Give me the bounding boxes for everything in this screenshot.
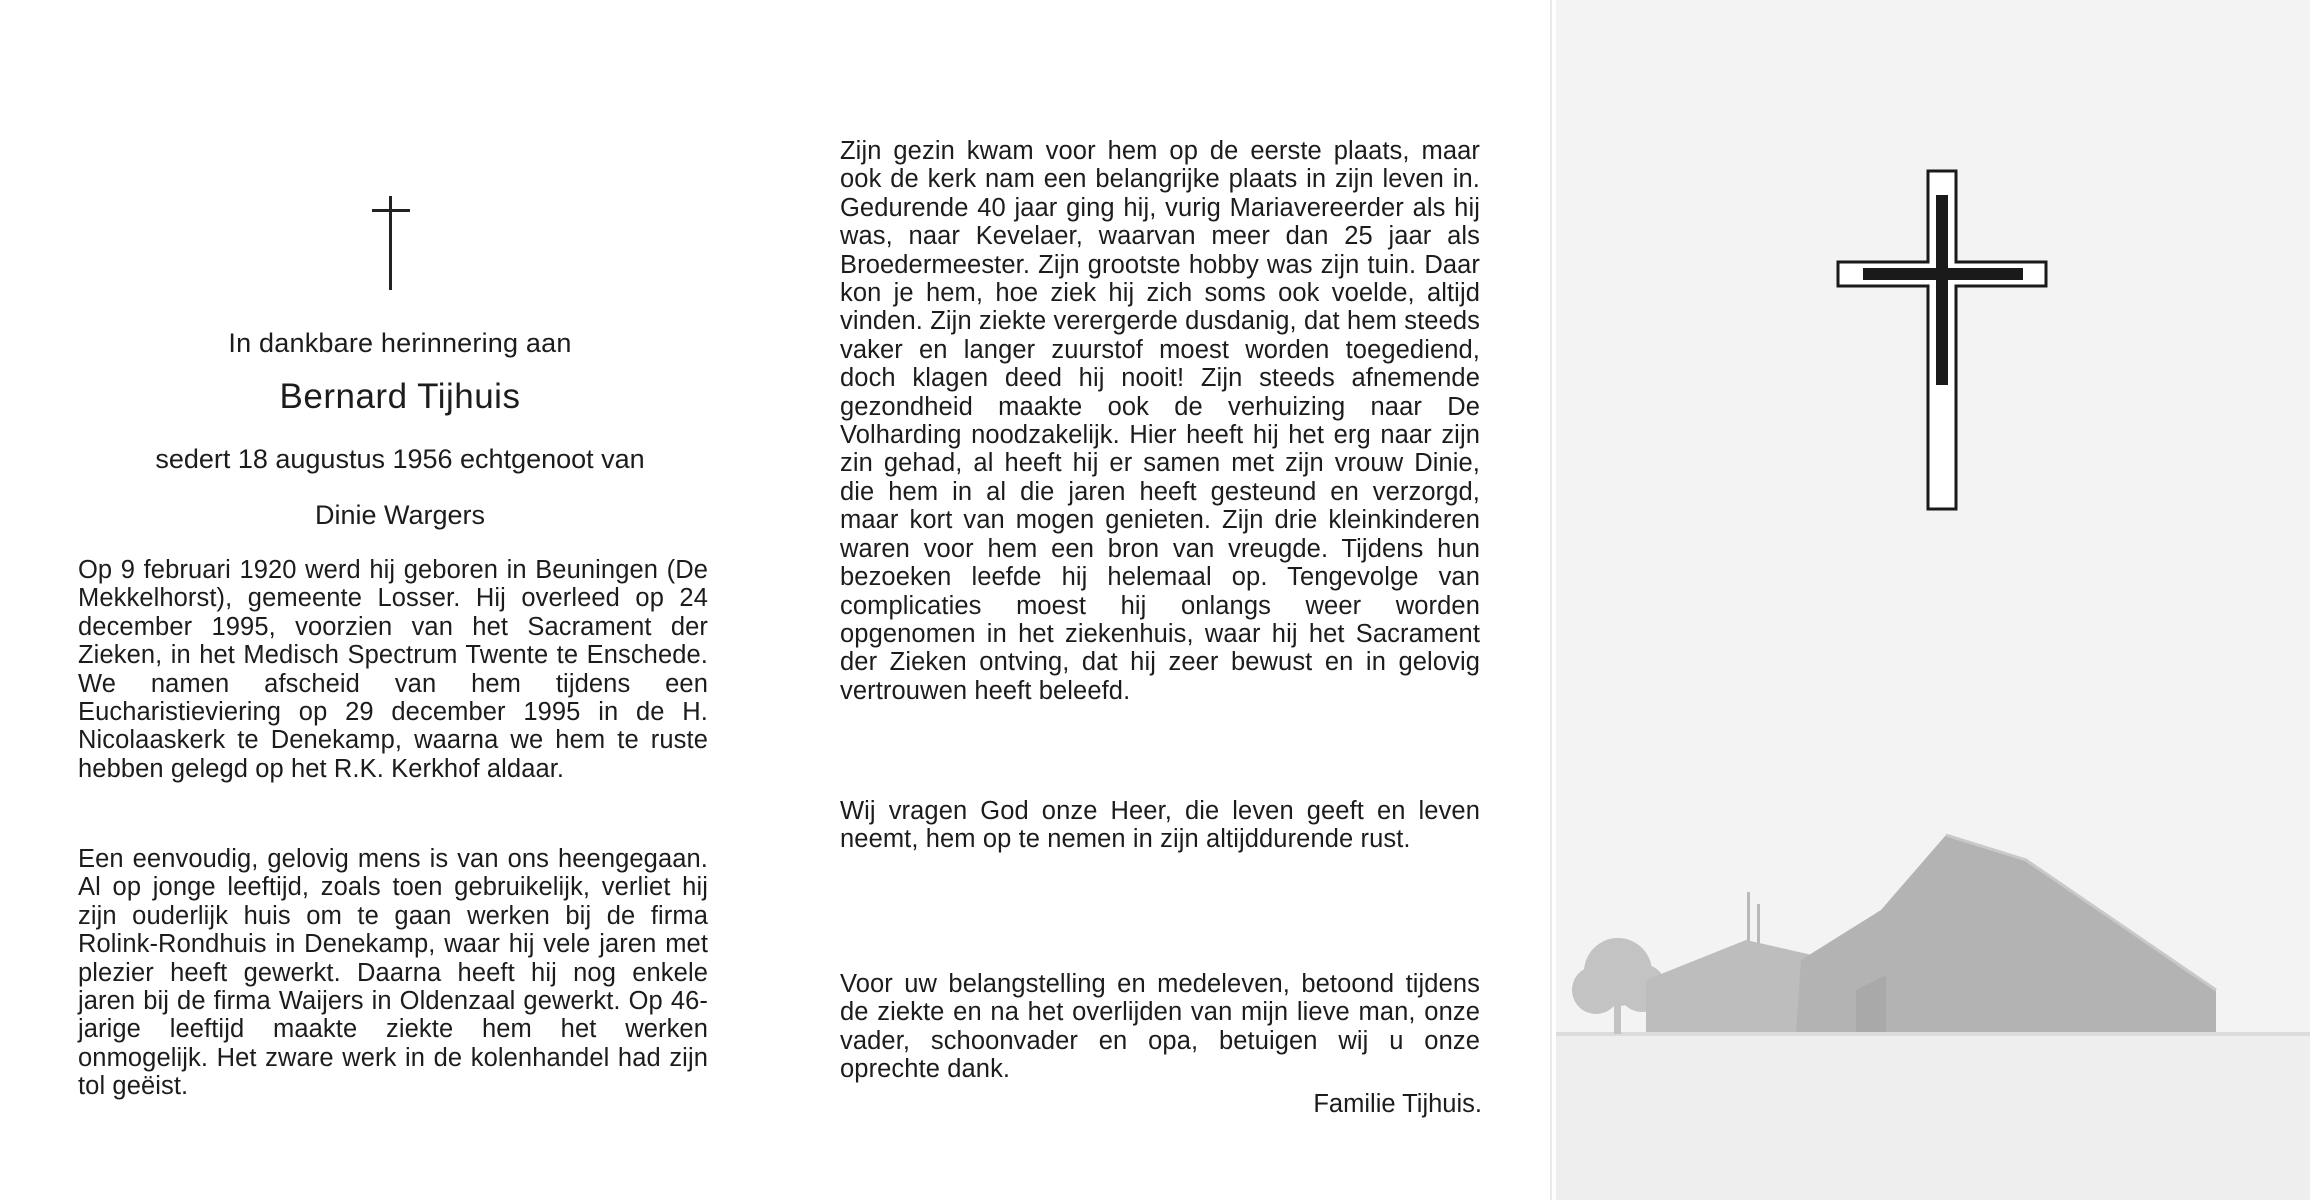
biography-paragraph: Op 9 februari 1920 werd hij geboren in Beuningen (De Mekkelhorst), gemeente Losser. Hij overleed op 24 december 1995, voorzien van het Sacrament der Zieken, in het Medisch Spectrum Twente te Enschede. We namen afscheid van hem tijdens een Eucharistieviering op 29 december 1995 in de H. Nicolaaskerk te Denekamp, waarna we hem te ruste hebben gelegd op het R.K. Kerkhof aldaar.: [78, 556, 708, 783]
farmhouse-landscape-illustration: [1556, 800, 2310, 1200]
family-signature: Familie Tijhuis.: [1313, 1090, 1482, 1118]
card-fold-line: [1550, 0, 1552, 1200]
marriage-line: sedert 18 augustus 1956 echtgenoot van: [155, 444, 645, 474]
spouse-name: Dinie Wargers: [314, 500, 486, 530]
family-life-paragraph: Zijn gezin kwam voor hem op de eerste plaats, maar ook de kerk nam een belangrijke plaats in zijn leven in. Gedurende 40 jaar ging hij, vurig Mariavereerder als hij was, naar Kevelaer, waarvan meer dan 25 jaar als Broedermeester. Zijn grootste hobby was zijn tuin. Daar kon je hem, hoe ziek hij zich soms ook voelde, altijd vinden. Zijn ziekte verergerde dusdanig, dat hem steeds vaker en langer zuurstof moest worden toegediend, doch klagen deed hij nooit! Zijn steeds afnemende gezondheid maakte ook de verhuizing naar De Volharding noodzakelijk. Hier heeft hij het erg naar zijn zin gehad, al heeft hij er samen met zijn vrouw Dinie, die hem in al die jaren heeft gesteund en verzorgd, maar kort van mogen genieten. Zijn drie kleinkinderen waren voor hem een bron van vreugde. Tijdens hun bezoeken leefde hij helemaal op. Tengevolge van complicaties moest hij onlangs weer worden opgenomen in het ziekenhuis, waar hij het Sacrament der Zieken ontving, dat hij zeer bewust en in gelovig vertrouwen heeft beleefd.: [840, 137, 1480, 705]
dedication-text: In dankbare herinnering aan: [228, 328, 572, 358]
thanks-paragraph: Voor uw belangstelling en medeleven, betoond tijdens de ziekte en na het overlijden van mijn lieve man, onze vader, schoonvader en opa, betuigen wij u onze oprechte dank.: [840, 970, 1480, 1084]
cross-icon: [372, 196, 410, 290]
deceased-name: Bernard Tijhuis: [279, 377, 521, 416]
work-life-paragraph: Een eenvoudig, gelovig mens is van ons heengegaan. Al op jonge leeftijd, zoals toen gebruikelijk, verliet hij zijn ouderlijk huis om te gaan werken bij de firma Rolink-Rondhuis in Denekamp, waar hij vele jaren met plezier heeft gewerkt. Daarna heeft hij nog enkele jaren bij de firma Waijers in Oldenzaal gewerkt. Op 46-jarige leeftijd maakte ziekte hem het werken onmogelijk. Het zware werk in de kolenhandel had zijn tol geëist.: [78, 845, 708, 1101]
prayer-paragraph: Wij vragen God onze Heer, die leven geeft en leven neemt, hem op te nemen in zijn altijddurende rust.: [840, 797, 1480, 854]
crucifix-icon: [1835, 165, 2055, 515]
